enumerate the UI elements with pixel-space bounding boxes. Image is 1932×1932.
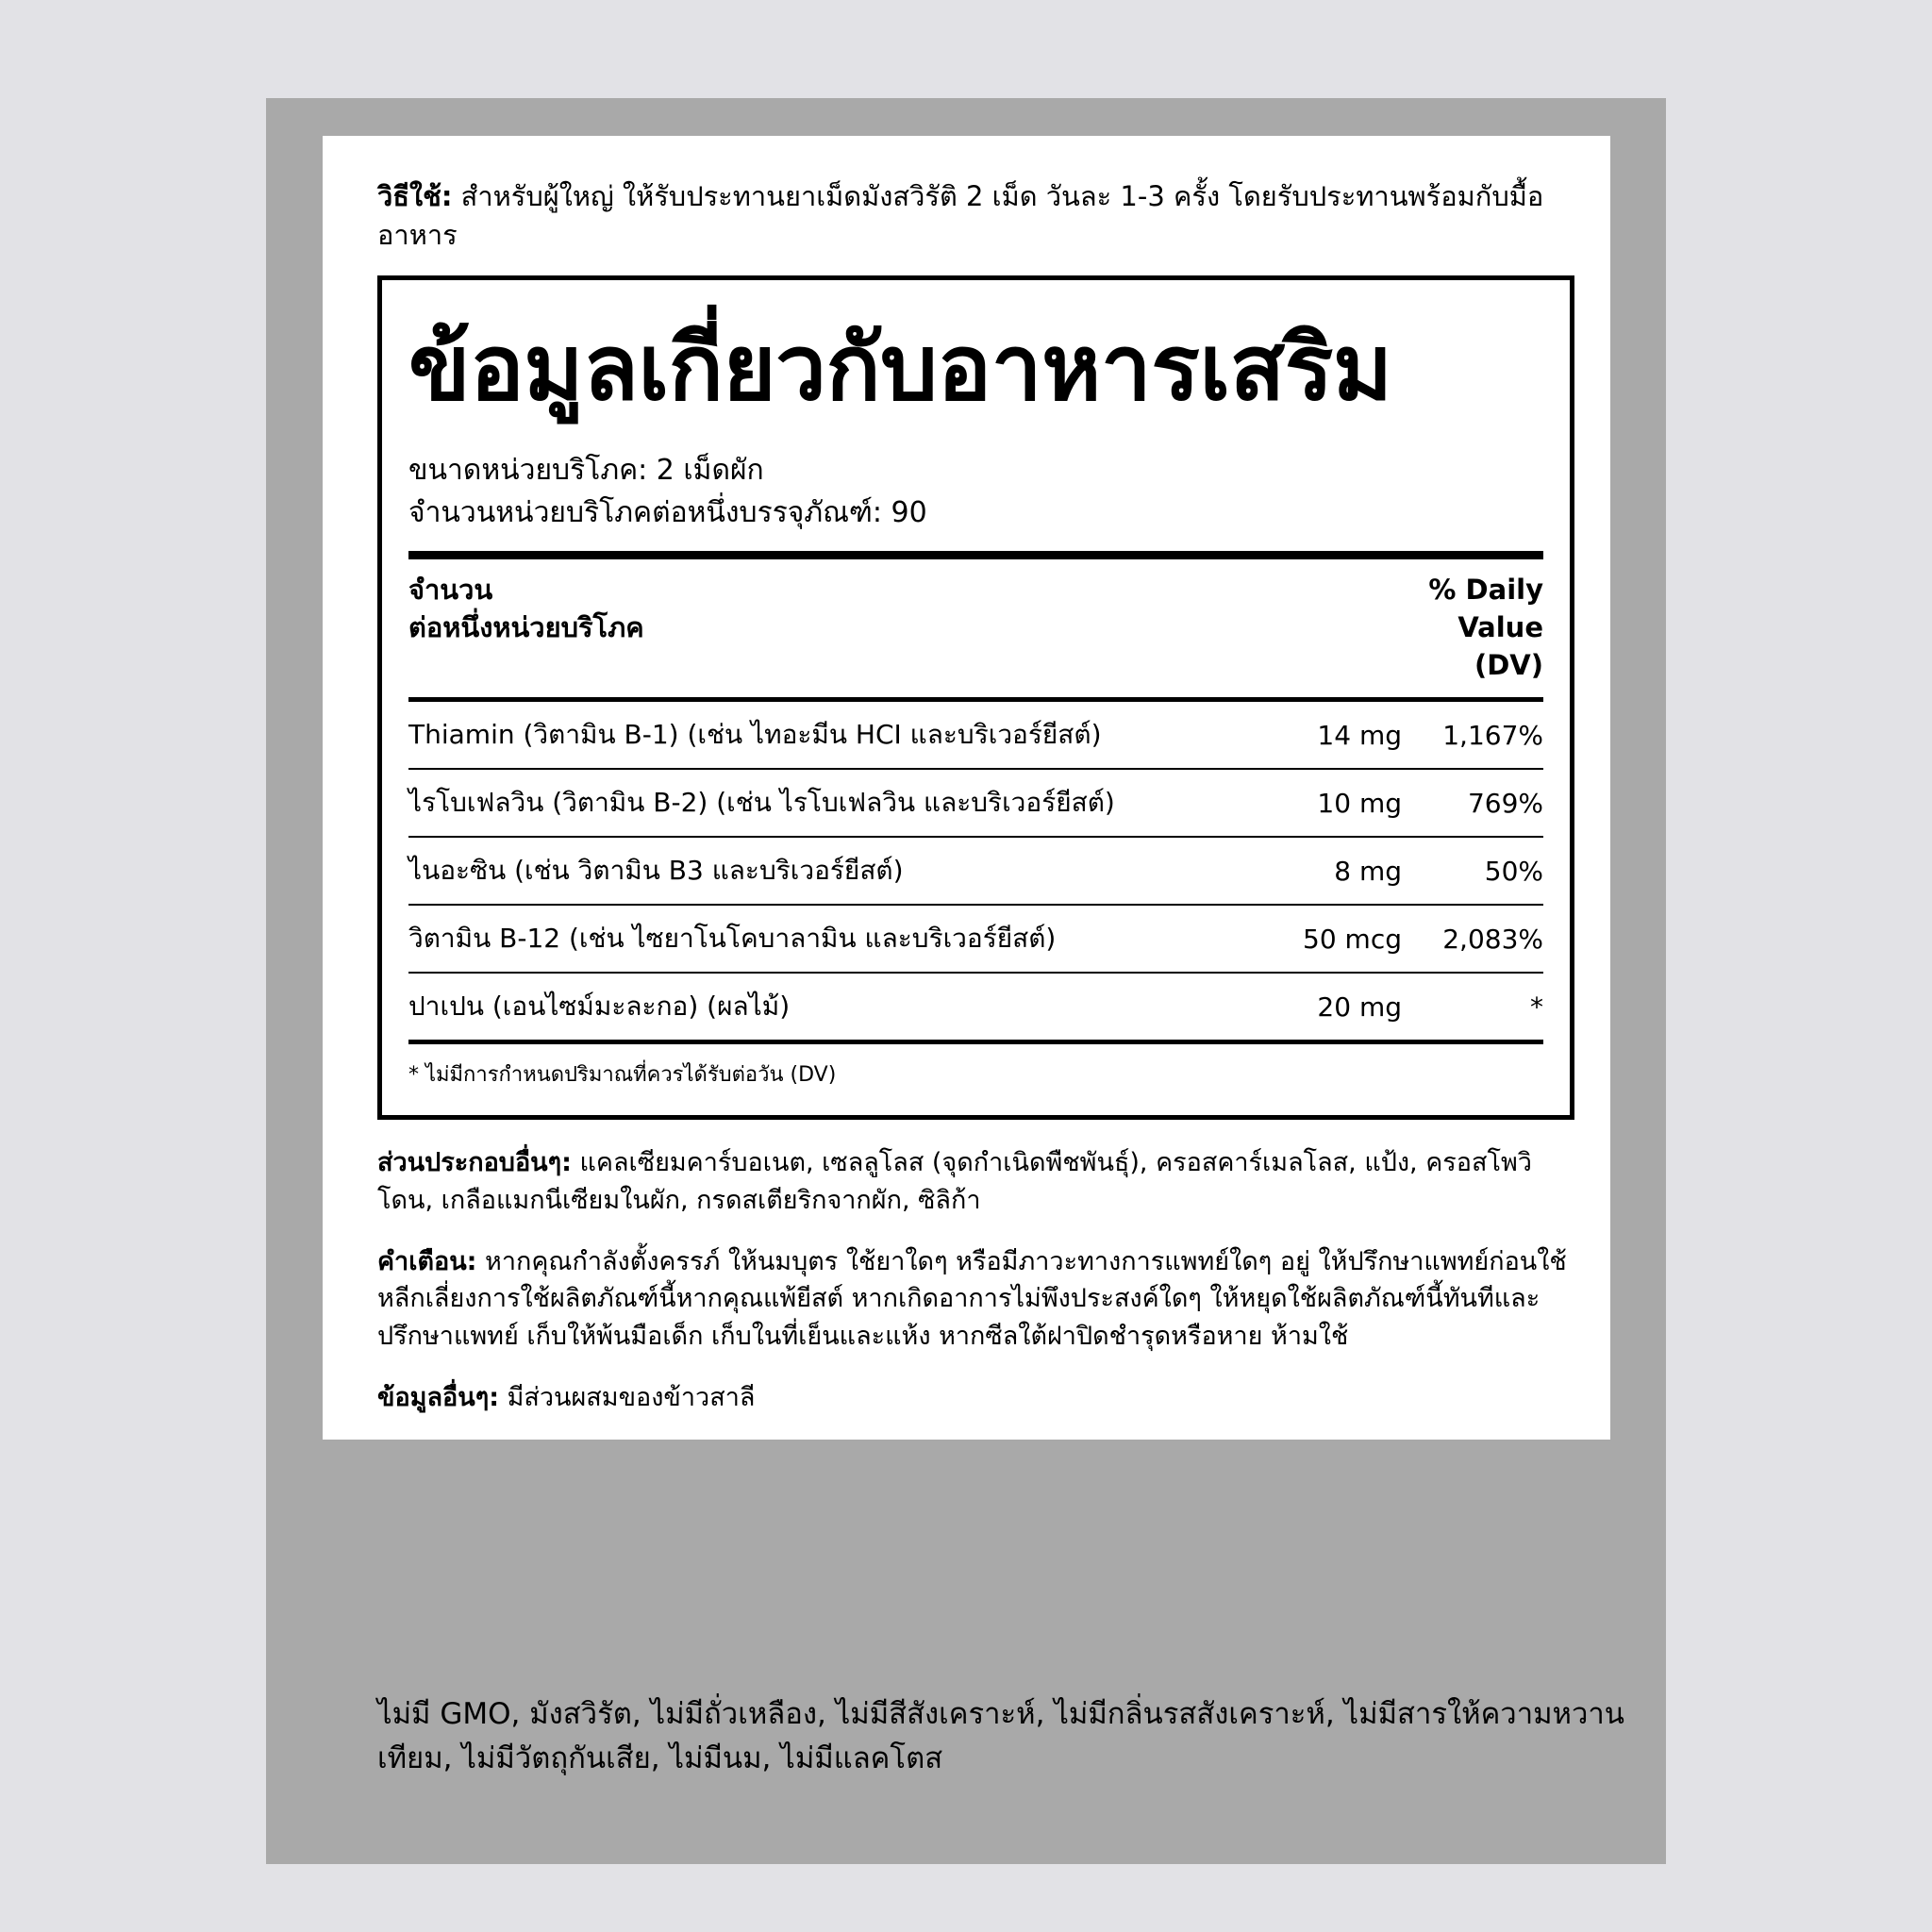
label-text-blocks <box>323 1120 1610 1439</box>
other-ingredients-paragraph <box>377 1144 1574 1219</box>
warning-text: หากคุณกำลังตั้งครรภ์ ให้นมบุตร ใช้ยาใดๆ หรือมีภาวะทางการแพทย์ใดๆ อยู่ ให้ปรึกษาแพทย์ก่อนใช้ หลีกเลี่ยงการใช้ผลิตภัณฑ์นี้หากคุณแพ้ยีสต์ หากเกิดอาการไม่พึงประสงค์ใดๆ ให้หยุดใช้ผลิตภัณฑ์นี้ทันทีและปรึกษาแพทย์ เก็บให้พ้นมือเด็ก เก็บในที่เย็นและแห้ง หากซีลใต้ฝาปิดชำรุดหรือหาย ห้ามใช้ <box>377 1247 1567 1351</box>
panel-title: ข้อมูลเกี่ยวกับอาหารเสริม <box>408 315 1392 422</box>
supplement-facts-panel <box>377 275 1574 1120</box>
nutrient-dv: 769% <box>1402 769 1543 837</box>
other-info-paragraph <box>377 1379 1574 1416</box>
nutrient-amount: 14 mg <box>1213 702 1402 769</box>
dv-header-line2: Value <box>1457 611 1543 644</box>
divider-thick-top <box>408 551 1543 559</box>
dv-header-line3: (DV) <box>1474 649 1543 682</box>
warning-paragraph <box>377 1243 1574 1355</box>
nutrient-dv: 1,167% <box>1402 702 1543 769</box>
dv-footnote: * ไม่มีการกำหนดปริมาณที่ควรได้รับต่อวัน (DV) <box>408 1063 837 1088</box>
label-page <box>266 98 1666 1864</box>
other-info-label: ข้อมูลอื่นๆ: <box>377 1383 499 1413</box>
nutrient-name: ไนอะซิน (เช่น วิตามิน B3 และบริเวอร์ยีสต์) <box>408 837 1213 905</box>
nutrient-name: ไรโบเฟลวิน (วิตามิน B-2) (เช่น ไรโบเฟลวิน และบริเวอร์ยีสต์) <box>408 769 1213 837</box>
amount-header <box>408 571 644 646</box>
nutrient-amount: 20 mg <box>1317 991 1402 1023</box>
directions-label: วิธีใช้: <box>377 180 453 212</box>
directions-paragraph <box>323 136 1610 275</box>
table-row <box>408 905 1543 973</box>
nutrient-dv: 50% <box>1402 837 1543 905</box>
nutrient-name: ปาเปน (เอนไซม์มะละกอ) (ผลไม้) <box>408 991 791 1023</box>
servings-per-container: จำนวนหน่วยบริโภคต่อหนึ่งบรรจุภัณฑ์: 90 <box>408 496 927 530</box>
nutrient-amount: 10 mg <box>1213 769 1402 837</box>
nutrient-table <box>408 702 1543 1040</box>
nutrient-dv: 2,083% <box>1402 905 1543 973</box>
directions-text: สำหรับผู้ใหญ่ ให้รับประทานยาเม็ดมังสวิรัติ 2 เม็ด วันละ 1-3 ครั้ง โดยรับประทานพร้อมกับมื้ออาหาร <box>377 180 1544 252</box>
table-row <box>408 769 1543 837</box>
nutrient-name: Thiamin (วิตามิน B-1) (เช่น ไทอะมีน HCI และบริเวอร์ยีสต์) <box>408 702 1213 769</box>
amount-header-line2: ต่อหนึ่งหน่วยบริโภค <box>408 611 644 644</box>
nutrient-dv: * <box>1530 991 1543 1023</box>
daily-value-header <box>1428 571 1543 684</box>
other-info-text: มีส่วนผสมของข้าวสาลี <box>499 1383 756 1413</box>
table-row <box>408 837 1543 905</box>
product-claims: ไม่มี GMO, มังสวิรัต, ไม่มีถั่วเหลือง, ไม่มีสีสังเคราะห์, ไม่มีกลิ่นรสสังเคราะห์, ไม่มีสารให้ความหวานเทียม, ไม่มีวัตถุกันเสีย, ไม่มีนม, ไม่มีแลคโตส <box>377 1697 1624 1775</box>
table-header <box>408 559 1543 697</box>
dv-header-line1: % Daily <box>1428 574 1543 607</box>
amount-header-line1: จำนวน <box>408 574 493 607</box>
other-ingredients-text: แคลเซียมคาร์บอเนต, เซลลูโลส (จุดกำเนิดพืชพันธุ์), ครอสคาร์เมลโลส, แป้ง, ครอสโพวิโดน, เกลือแมกนีเซียมในผัก, กรดสเตียริกจากผัก, ซิลิก้า <box>377 1148 1532 1215</box>
table-row <box>408 702 1543 769</box>
serving-size: ขนาดหน่วยบริโภค: 2 เม็ดผัก <box>408 454 764 488</box>
nutrient-amount: 50 mcg <box>1213 905 1402 973</box>
other-ingredients-label: ส่วนประกอบอื่นๆ: <box>377 1148 572 1178</box>
table-row <box>408 973 1543 1040</box>
supplement-label-document <box>323 136 1610 1440</box>
nutrient-amount: 8 mg <box>1213 837 1402 905</box>
nutrient-name: วิตามิน B-12 (เช่น ไซยาโนโคบาลามิน และบริเวอร์ยีสต์) <box>408 905 1213 973</box>
warning-label: คำเตือน: <box>377 1247 477 1277</box>
